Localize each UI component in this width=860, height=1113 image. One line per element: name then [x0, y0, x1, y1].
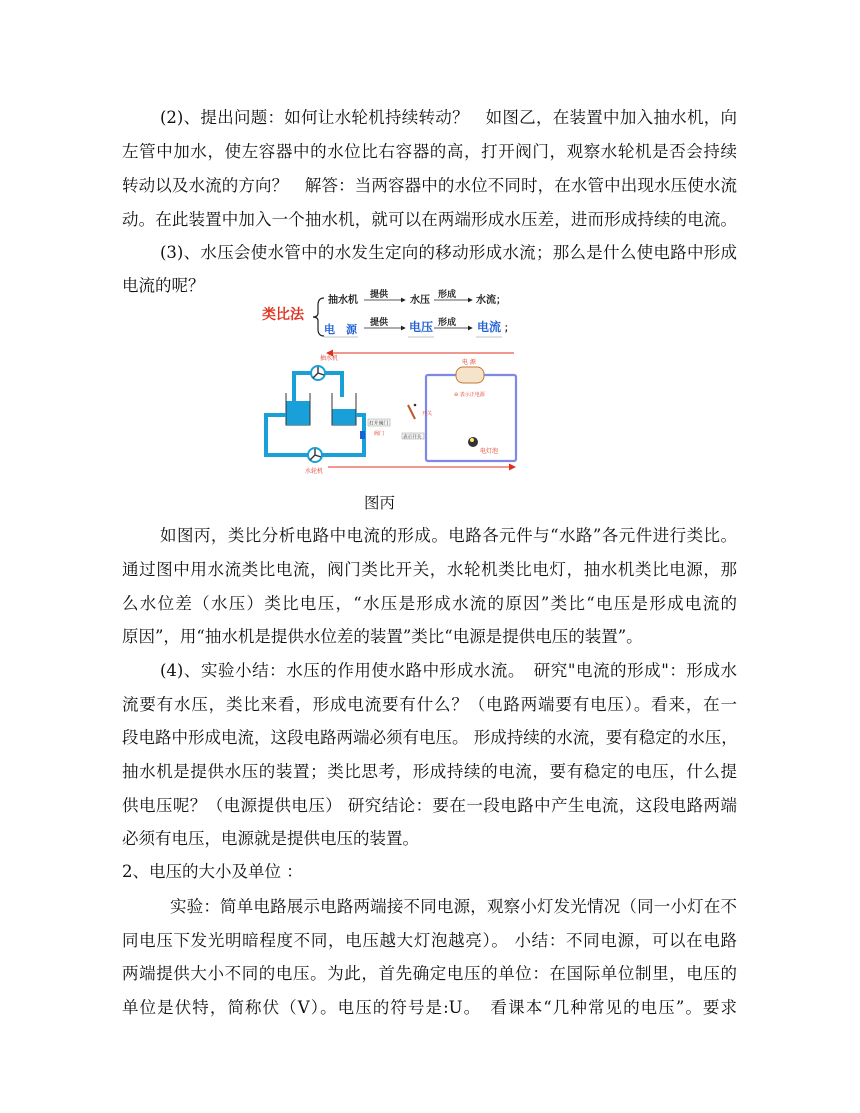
row1-form: 形成 [438, 290, 457, 300]
paragraph-4-line-2: 流要有水压，类比来看，形成电流要有什么？（电路两端要有电压）。看来，在一 [122, 695, 737, 714]
experiment-line-3: 两端提供大小不同的电压。为此，首先确定电压的单位：在国际单位制里，电压的 [122, 964, 737, 983]
row2-current: 电流 [477, 320, 502, 334]
paragraph-2-line-1: (2)、提出问题：如何让水轮机持续转动？ 如图乙，在装置中加入抽水机，向 [160, 108, 737, 127]
power-label: 电 源 [462, 359, 476, 366]
bulb-label: 电灯泡 [480, 448, 499, 455]
row2-provide: 提供 [370, 318, 389, 328]
paragraph-4-line-1: (4)、实验小结：水压的作用使水路中形成水流。 研究"电流的形成"：形成水 [160, 661, 737, 680]
pump-label: 抽水机 [320, 355, 339, 362]
row1-water-pressure: 水压 [410, 295, 430, 306]
paragraph-2-line-2: 左管中加水，使左容器中的水位比右容器的高，打开阀门，观察水轮机是否会持续 [122, 142, 737, 161]
row1-provide: 提供 [370, 290, 389, 300]
analysis-line-1: 如图丙，类比分析电路中电流的形成。电路各元件与“水路”各元件进行类比。 [160, 526, 737, 545]
analysis-line-3: 么水位差（水压）类比电压，“水压是形成水流的原因”类比“电压是形成电流的 [122, 594, 737, 613]
analogy-method-title: 类比法 [262, 307, 304, 323]
paragraph-2-line-4: 动。在此装置中加入一个抽水机，就可以在两端形成水压差，进而形成持续的电流。 [122, 210, 737, 229]
paragraph-4-line-5: 供电压呢？（电源提供电压） 研究结论：要在一段电路中产生电流，这段电路两端 [122, 796, 737, 815]
row2-power-source: 电 源 [324, 323, 357, 336]
paragraph-3-line-2: 电流的呢？ [122, 276, 205, 295]
power-source-icon [456, 367, 484, 383]
section-2-heading: 2、电压的大小及单位 ： [122, 862, 303, 881]
experiment-line-1: 实验：简单电路展示电路两端接不同电源，观察小灯发光情况（同一小灯在不 [170, 897, 737, 916]
experiment-line-4: 单位是伏特，简称伏（V）。电压的符号是:U。 看课本“几种常见的电压”。要求 [122, 998, 737, 1017]
row2-voltage: 电压 [409, 320, 434, 334]
paragraph-4-line-6: 必须有电压，电源就是提供电压的装置。 [122, 829, 419, 848]
analysis-line-2: 通过图中用水流类比电流，阀门类比开关，水轮机类比电灯，抽水机类比电源，那 [122, 560, 737, 579]
row1-water-flow: 水流； [476, 295, 506, 306]
electric-circuit-outline [426, 375, 516, 461]
paragraph-3-line-1: (3)、水压会使水管中的水发生定向的移动形成水流；那么是什么使电路中形成 [160, 243, 737, 262]
switch-note: 表示开关 [403, 435, 422, 440]
row1-pump: 抽水机 [328, 295, 358, 306]
row2-form: 形成 [438, 318, 457, 328]
power-note: ⊖ 表示正电源 [454, 392, 485, 398]
valve-label: 打开阀门 [369, 421, 389, 427]
paragraph-4-line-3: 段电路中形成电流，这段电路两端必须有电压。 形成持续的水流，要有稳定的水压， [122, 728, 738, 747]
valve-icon [360, 431, 365, 439]
water-circuit-analogy-figure [258, 285, 530, 485]
figure-caption: 图丙 [364, 494, 396, 512]
analogy-brace [313, 298, 324, 336]
experiment-line-2: 同电压下发光明暗程度不同，电压越大灯泡越亮）。 小结：不同电源，可以在电路 [122, 931, 737, 950]
paragraph-2-line-3: 转动以及水流的方向？ 解答：当两容器中的水位不同时，在水管中出现水压使水流 [122, 176, 737, 195]
row2-semicolon: ； [504, 323, 514, 334]
switch-icon [408, 405, 415, 419]
analysis-line-4: 原因”，用“抽水机是提供水位差的装置”类比“电源是提供电压的装置”。 [122, 627, 643, 646]
paragraph-4-line-4: 抽水机是提供水压的装置；类比思考，形成持续的电流，要有稳定的电压，什么提 [122, 762, 737, 781]
turbine-label: 水轮机 [305, 468, 324, 475]
switch-label: 开关 [422, 411, 433, 417]
valve-mark: 阀门 [374, 431, 385, 437]
